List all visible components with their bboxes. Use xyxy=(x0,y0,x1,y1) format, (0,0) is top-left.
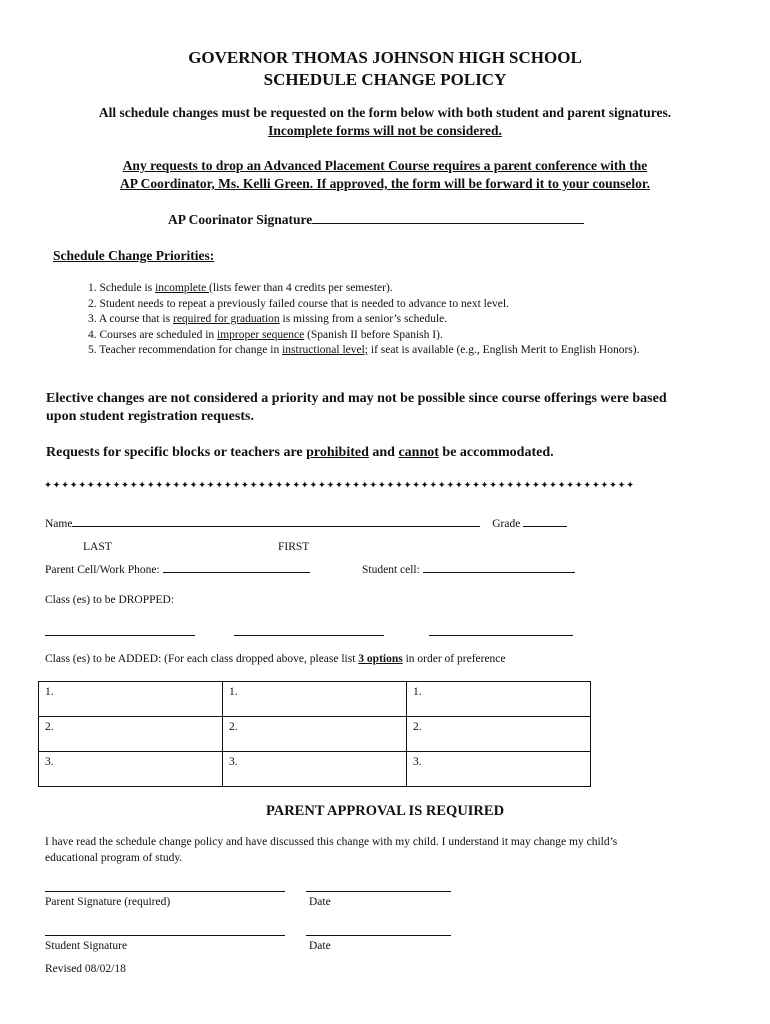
added-label: Class (es) to be ADDED: (For each class dropped above, please list 3 options in order of preference xyxy=(45,653,506,665)
student-signature-label: Student Signature xyxy=(45,940,128,952)
table-row xyxy=(39,752,591,787)
last-label: LAST xyxy=(83,541,112,553)
revised-date: Revised 08/02/18 xyxy=(45,963,126,975)
elective-line-2: upon student registration requests. xyxy=(46,409,254,424)
option-cell[interactable]: 1. xyxy=(223,682,407,717)
ap-notice-line-1: Any requests to drop an Advanced Placement Course requires a parent conference with the xyxy=(122,158,648,173)
intro-line-2: Incomplete forms will not be considered. xyxy=(268,123,502,138)
school-name: GOVERNOR THOMAS JOHNSON HIGH SCHOOL xyxy=(188,48,582,67)
table-row xyxy=(39,717,591,752)
parent-phone-label: Parent Cell/Work Phone: xyxy=(45,564,160,576)
parent-phone-row xyxy=(45,564,310,576)
option-cell[interactable]: 1. xyxy=(39,682,223,717)
approval-text-1: I have read the schedule change policy and have discussed this change with my child. I understand it may change my child’s xyxy=(45,836,618,848)
student-date-label: Date xyxy=(309,940,331,952)
name-field[interactable] xyxy=(72,526,480,527)
added-options-table xyxy=(38,681,591,787)
parent-phone-field[interactable] xyxy=(163,572,310,573)
list-item: 4. Courses are scheduled in improper sequence (Spanish II before Spanish I). xyxy=(88,328,443,341)
student-cell-row xyxy=(362,564,575,576)
student-cell-field[interactable] xyxy=(423,572,575,573)
name-row xyxy=(45,518,567,530)
dropped-class-field-3[interactable] xyxy=(429,635,573,636)
priorities-heading: Schedule Change Priorities: xyxy=(53,248,215,263)
table-row xyxy=(39,682,591,717)
student-signature-field[interactable] xyxy=(45,935,285,936)
priorities-list xyxy=(88,281,640,359)
intro-line-1: All schedule changes must be requested on the form below with both student and parent signatures. xyxy=(98,105,672,120)
student-cell-label: Student cell: xyxy=(362,564,420,576)
ap-notice-line-2: AP Coordinator, Ms. Kelli Green. If approved, the form will be forward it to your counselor. xyxy=(120,176,650,191)
star-divider: ✦✦✦✦✦✦✦✦✦✦✦✦✦✦✦✦✦✦✦✦✦✦✦✦✦✦✦✦✦✦✦✦✦✦✦✦✦✦✦✦✦✦✦✦✦✦✦✦✦✦✦✦✦✦✦✦✦✦✦✦✦✦✦✦✦✦✦✦✦ xyxy=(44,480,635,491)
name-label: Name xyxy=(45,518,73,530)
approval-heading: PARENT APPROVAL IS REQUIRED xyxy=(265,803,505,819)
approval-text-2: educational program of study. xyxy=(45,852,183,864)
option-cell[interactable]: 3. xyxy=(407,752,591,787)
dropped-class-field-2[interactable] xyxy=(234,635,384,636)
option-cell[interactable]: 1. xyxy=(407,682,591,717)
list-item: 5. Teacher recommendation for change in instructional level; if seat is available (e.g., English Merit to English Honors). xyxy=(88,344,640,356)
blocks-notice: Requests for specific blocks or teachers are prohibited and cannot be accommodated. xyxy=(46,445,554,460)
option-cell[interactable]: 2. xyxy=(407,717,591,752)
option-cell[interactable]: 3. xyxy=(223,752,407,787)
parent-date-label: Date xyxy=(309,896,331,908)
list-item: 2. Student needs to repeat a previously failed course that is needed to advance to next level. xyxy=(88,297,509,310)
parent-date-field[interactable] xyxy=(306,891,451,892)
dropped-label: Class (es) to be DROPPED: xyxy=(45,594,175,606)
page-title: SCHEDULE CHANGE POLICY xyxy=(263,70,507,89)
elective-line-1: Elective changes are not considered a priority and may not be possible since course offerings were based xyxy=(46,391,667,406)
parent-signature-label: Parent Signature (required) xyxy=(45,896,171,908)
ap-coordinator-signature xyxy=(168,212,584,228)
list-item: 1. Schedule is incomplete (lists fewer than 4 credits per semester). xyxy=(88,282,393,294)
list-item: 3. A course that is required for graduation is missing from a senior’s schedule. xyxy=(88,313,448,325)
parent-signature-field[interactable] xyxy=(45,891,285,892)
dropped-class-field-1[interactable] xyxy=(45,635,195,636)
ap-signature-line[interactable] xyxy=(312,223,584,224)
student-date-field[interactable] xyxy=(306,935,451,936)
option-cell[interactable]: 3. xyxy=(39,752,223,787)
ap-signature-label: AP Coorinator Signature xyxy=(168,212,313,227)
grade-field[interactable] xyxy=(523,526,567,527)
first-label: FIRST xyxy=(278,541,310,553)
option-cell[interactable]: 2. xyxy=(39,717,223,752)
grade-label: Grade xyxy=(492,518,521,530)
option-cell[interactable]: 2. xyxy=(223,717,407,752)
